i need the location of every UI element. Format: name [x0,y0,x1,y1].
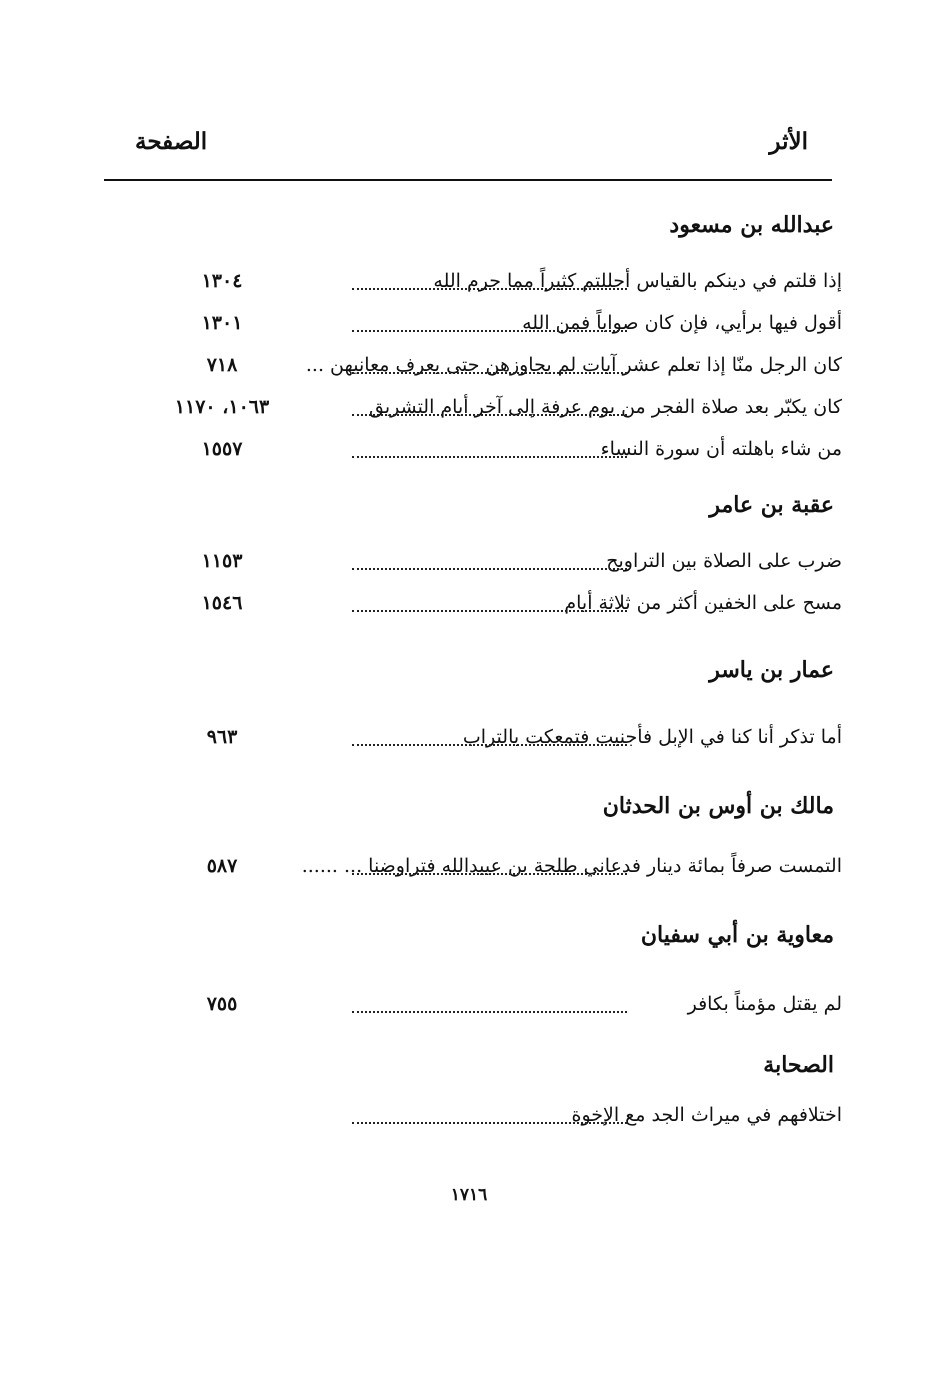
leader-dots [352,1122,627,1124]
entry-page: ١١٥٣ [201,550,243,572]
entry-text: اختلافهم في ميراث الجد مع الإخوة [566,1104,842,1126]
leader-dots [352,330,627,332]
list-item [102,1104,842,1140]
column-header-athar: الأثر [769,128,808,155]
leader-dots [352,456,627,458]
entry-page: ١٣٠٤ [201,270,243,292]
entry-text: التمست صرفاً بمائة دينار فدعاني طلحة بن عبيدالله فتراوضنا ... ...... [296,855,842,877]
entry-page: ٩٦٣ [206,726,238,748]
list-item [102,592,842,628]
section-title: الصحابة [763,1052,834,1078]
entry-page: ١٣٠١ [201,312,243,334]
leader-dots [352,568,627,570]
list-item [102,354,842,390]
entry-text: كان الرجل منّا إذا تعلم عشر آيات لم يجاوزهن حتى يعرف معانيهن ... [300,354,842,376]
leader-dots [352,372,627,374]
entry-page: ٧٥٥ [206,993,238,1015]
leader-dots [352,1011,627,1013]
list-item [102,438,842,474]
leader-dots [352,288,627,290]
leader-dots [352,414,627,416]
entry-page: ١٥٥٧ [201,438,243,460]
entry-page: ١٠٦٣، ١١٧٠ [174,396,270,418]
entry-text: إذا قلتم في دينكم بالقياس أحللتم كثيراً مما حرم الله [427,270,842,292]
list-item [102,312,842,348]
list-item [102,396,842,432]
entry-text: أما تذكر أنا كنا في الإبل فأجنبت فتمعكت بالتراب [457,726,842,748]
entry-text: أقول فيها برأيي، فإن كان صواباً فمن الله [516,312,842,334]
section-title: عمار بن ياسر [709,657,834,683]
list-item [102,270,842,306]
leader-dots [352,744,627,746]
entry-text: مسح على الخفين أكثر من ثلاثة أيام [558,592,842,614]
section-title: عقبة بن عامر [709,492,834,518]
entry-page: ٥٨٧ [206,855,238,877]
list-item [102,855,842,891]
entry-text: كان يكبّر بعد صلاة الفجر من يوم عرفة إلى آخر أيام التشريق [363,396,842,418]
section-title: معاوية بن أبي سفيان [640,922,834,948]
entry-page: ١٥٤٦ [201,592,243,614]
entry-page: ٧١٨ [206,354,238,376]
leader-dots [352,873,627,875]
list-item [102,993,842,1029]
section-title: عبدالله بن مسعود [669,212,834,238]
entry-text: ضرب على الصلاة بين التراويح [600,550,842,572]
list-item [102,726,842,762]
header-divider [104,179,832,181]
list-item [102,550,842,586]
page-number: ١٧١٦ [450,1185,488,1205]
entry-text: لم يقتل مؤمناً بكافر [682,993,842,1015]
section-title: مالك بن أوس بن الحدثان [602,793,834,819]
column-header-page: الصفحة [135,128,208,155]
leader-dots [352,610,627,612]
entry-text: من شاء باهلته أن سورة النساء [595,438,842,460]
